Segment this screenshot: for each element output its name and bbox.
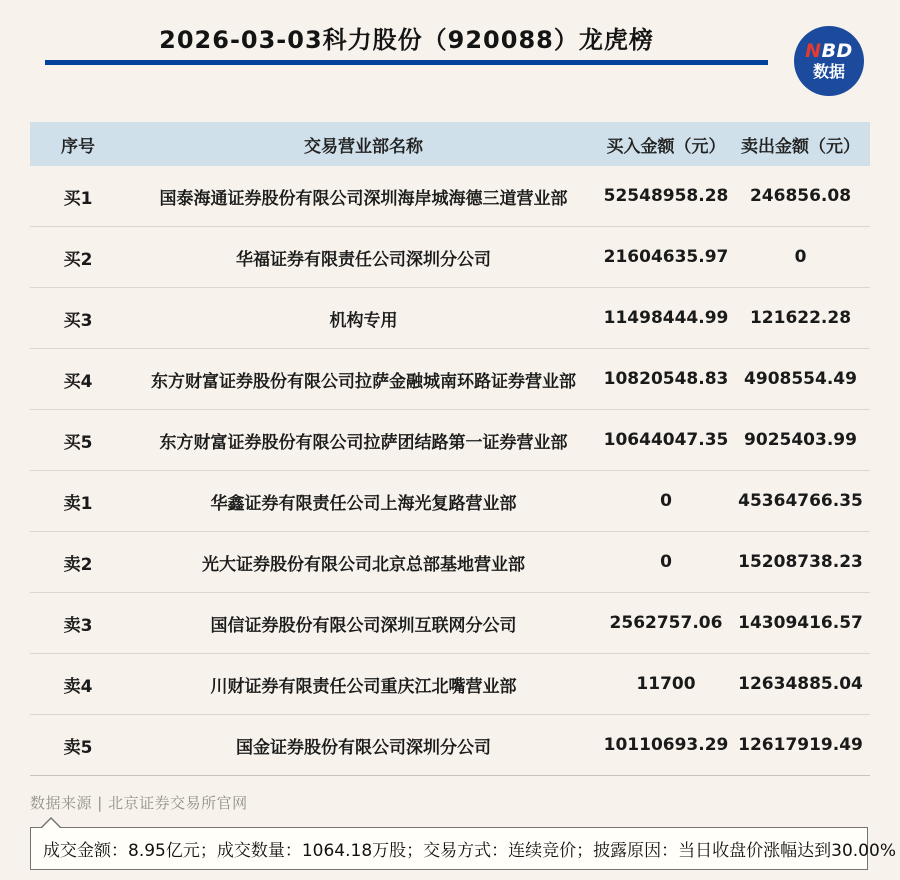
sell-amount-cell: 246856.08 — [749, 186, 852, 206]
logo-letter-n: N — [805, 39, 822, 62]
table-row — [30, 227, 870, 288]
branch-cell: 东方财富证券股份有限公司拉萨团结路第一证券营业部 — [159, 432, 568, 453]
logo-letters-bd: BD — [821, 39, 853, 62]
data-source: 数据来源 | 北京证券交易所官网 — [30, 794, 248, 812]
header-buy-amount: 买入金额（元） — [606, 136, 726, 157]
logo-nbd-text — [805, 39, 853, 62]
buy-amount-cell: 2562757.06 — [609, 613, 723, 633]
rank-cell: 卖2 — [63, 554, 93, 575]
table-row — [30, 593, 870, 654]
table-row — [30, 410, 870, 471]
rank-cell: 买4 — [63, 371, 93, 392]
sell-amount-cell: 12617919.49 — [738, 735, 863, 755]
branch-cell: 光大证券股份有限公司北京总部基地营业部 — [202, 554, 525, 575]
table-row — [30, 471, 870, 532]
rank-cell: 买2 — [63, 249, 93, 270]
table-row — [30, 654, 870, 715]
table-header-row — [30, 122, 870, 166]
rank-cell: 买5 — [63, 432, 93, 453]
table-row — [30, 715, 870, 776]
branch-cell: 华鑫证券有限责任公司上海光复路营业部 — [210, 493, 517, 514]
sell-amount-cell: 121622.28 — [749, 308, 852, 328]
buy-amount-cell: 52548958.28 — [603, 186, 729, 206]
page-title: 2026-03-03科力股份（920088）龙虎榜 — [159, 26, 654, 54]
buy-amount-cell: 11700 — [636, 674, 696, 694]
header — [0, 0, 900, 122]
table-row — [30, 349, 870, 410]
branch-cell: 川财证券有限责任公司重庆江北嘴营业部 — [210, 676, 517, 697]
rank-cell: 卖4 — [63, 676, 93, 697]
table-row — [30, 288, 870, 349]
summary-text: 成交金额：8.95亿元；成交数量：1064.18万股；交易方式：连续竞价；披露原因：当日收盘价涨幅达到30.00% — [43, 841, 896, 861]
buy-amount-cell: 0 — [660, 552, 672, 572]
summary-callout — [30, 827, 896, 870]
table-row — [30, 532, 870, 593]
sell-amount-cell: 9025403.99 — [744, 430, 857, 450]
branch-cell: 国信证券股份有限公司深圳互联网分公司 — [210, 615, 517, 636]
branch-cell: 机构专用 — [329, 310, 398, 331]
sell-amount-cell: 15208738.23 — [738, 552, 863, 572]
branch-cell: 国泰海通证券股份有限公司深圳海岸城海德三道营业部 — [159, 188, 568, 209]
branch-cell: 国金证券股份有限公司深圳分公司 — [236, 737, 491, 758]
branch-cell: 华福证券有限责任公司深圳分公司 — [236, 249, 491, 270]
callout-arrow-fill — [42, 819, 60, 828]
buy-amount-cell: 11498444.99 — [603, 308, 729, 328]
header-rank: 序号 — [61, 136, 95, 157]
sell-amount-cell: 0 — [794, 247, 807, 267]
buy-amount-cell: 10644047.35 — [603, 430, 729, 450]
sell-amount-cell: 45364766.35 — [738, 491, 863, 511]
buy-amount-cell: 10820548.83 — [603, 369, 729, 389]
rank-cell: 卖3 — [63, 615, 93, 636]
sell-amount-cell: 14309416.57 — [738, 613, 863, 633]
nbd-logo-icon — [794, 26, 864, 96]
rank-cell: 卖1 — [63, 493, 93, 514]
rank-cell: 买1 — [63, 188, 93, 209]
sell-amount-cell: 12634885.04 — [738, 674, 863, 694]
branch-cell: 东方财富证券股份有限公司拉萨金融城南环路证券营业部 — [151, 371, 576, 392]
logo-caption: 数据 — [812, 61, 845, 81]
header-branch: 交易营业部名称 — [304, 136, 423, 157]
buy-amount-cell: 10110693.29 — [603, 735, 729, 755]
lhb-table — [30, 122, 870, 776]
header-sell-amount: 卖出金额（元） — [741, 136, 860, 157]
buy-amount-cell: 21604635.97 — [603, 247, 729, 267]
title-underline — [45, 60, 768, 65]
rank-cell: 买3 — [63, 310, 93, 331]
rank-cell: 卖5 — [63, 737, 93, 758]
table-row — [30, 166, 870, 227]
sell-amount-cell: 4908554.49 — [744, 369, 857, 389]
buy-amount-cell: 0 — [660, 491, 672, 511]
